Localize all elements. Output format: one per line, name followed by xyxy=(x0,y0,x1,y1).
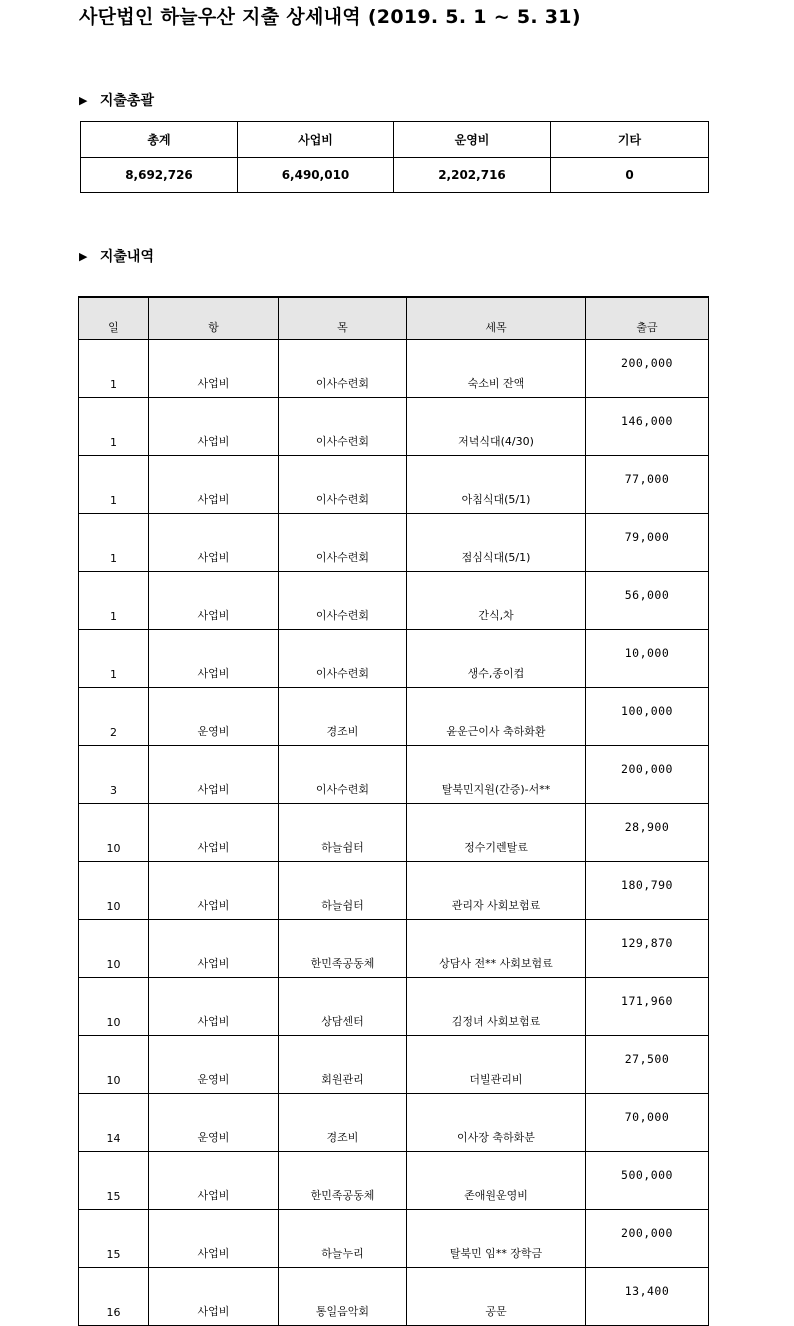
detail-cell-category: 운영비 xyxy=(149,1094,279,1152)
detail-cell-subitem: 상담사 전** 사회보험료 xyxy=(407,920,586,978)
detail-cell-amount: 13,400 xyxy=(586,1268,709,1326)
summary-heading xyxy=(79,90,154,110)
detail-cell-day: 15 xyxy=(79,1210,149,1268)
detail-cell-day: 10 xyxy=(79,804,149,862)
detail-cell-category: 사업비 xyxy=(149,1210,279,1268)
detail-cell-amount: 79,000 xyxy=(586,514,709,572)
detail-cell-day: 10 xyxy=(79,862,149,920)
detail-cell-day: 16 xyxy=(79,1268,149,1326)
detail-cell-item: 이사수련회 xyxy=(279,572,407,630)
detail-cell-subitem: 김정녀 사회보험료 xyxy=(407,978,586,1036)
detail-cell-day: 1 xyxy=(79,630,149,688)
detail-cell-amount: 56,000 xyxy=(586,572,709,630)
detail-cell-item: 상담센터 xyxy=(279,978,407,1036)
detail-cell-day: 3 xyxy=(79,746,149,804)
detail-cell-amount: 10,000 xyxy=(586,630,709,688)
detail-cell-day: 1 xyxy=(79,514,149,572)
detail-cell-day: 1 xyxy=(79,398,149,456)
table-row xyxy=(79,514,709,572)
table-row xyxy=(79,804,709,862)
summary-value-total: 8,692,726 xyxy=(81,158,238,193)
detail-cell-day: 15 xyxy=(79,1152,149,1210)
detail-cell-subitem: 이사장 축하화분 xyxy=(407,1094,586,1152)
detail-cell-category: 사업비 xyxy=(149,398,279,456)
table-row xyxy=(79,978,709,1036)
detail-cell-day: 1 xyxy=(79,456,149,514)
detail-header-amount: 출금 xyxy=(586,297,709,340)
detail-cell-category: 사업비 xyxy=(149,920,279,978)
detail-cell-category: 사업비 xyxy=(149,572,279,630)
detail-table-body xyxy=(79,340,709,1326)
table-row xyxy=(79,1210,709,1268)
table-row xyxy=(79,1268,709,1326)
detail-cell-amount: 200,000 xyxy=(586,1210,709,1268)
detail-cell-day: 14 xyxy=(79,1094,149,1152)
detail-cell-item: 한민족공동체 xyxy=(279,920,407,978)
summary-header-business: 사업비 xyxy=(238,122,394,158)
detail-header-day: 일 xyxy=(79,297,149,340)
detail-cell-category: 사업비 xyxy=(149,340,279,398)
summary-value-business: 6,490,010 xyxy=(238,158,394,193)
detail-cell-subitem: 윤운근이사 축하화환 xyxy=(407,688,586,746)
table-row xyxy=(79,630,709,688)
triangle-bullet-icon: ▶ xyxy=(79,94,88,107)
summary-table xyxy=(80,121,709,193)
detail-cell-item: 이사수련회 xyxy=(279,514,407,572)
table-row xyxy=(79,456,709,514)
detail-cell-category: 사업비 xyxy=(149,804,279,862)
detail-cell-item: 회원관리 xyxy=(279,1036,407,1094)
detail-cell-amount: 77,000 xyxy=(586,456,709,514)
detail-cell-item: 하늘쉼터 xyxy=(279,804,407,862)
summary-value-operating: 2,202,716 xyxy=(394,158,551,193)
detail-cell-category: 사업비 xyxy=(149,456,279,514)
detail-cell-category: 운영비 xyxy=(149,688,279,746)
detail-cell-day: 10 xyxy=(79,920,149,978)
detail-cell-amount: 200,000 xyxy=(586,340,709,398)
triangle-bullet-icon: ▶ xyxy=(79,250,88,263)
detail-cell-amount: 129,870 xyxy=(586,920,709,978)
detail-header-subitem: 세목 xyxy=(407,297,586,340)
summary-value-other: 0 xyxy=(551,158,709,193)
detail-cell-item: 하늘누리 xyxy=(279,1210,407,1268)
detail-cell-item: 하늘쉼터 xyxy=(279,862,407,920)
detail-table xyxy=(78,296,709,1326)
detail-cell-amount: 200,000 xyxy=(586,746,709,804)
detail-cell-subitem: 저녁식대(4/30) xyxy=(407,398,586,456)
detail-cell-amount: 100,000 xyxy=(586,688,709,746)
detail-cell-item: 이사수련회 xyxy=(279,456,407,514)
detail-cell-item: 이사수련회 xyxy=(279,398,407,456)
table-row xyxy=(79,920,709,978)
detail-cell-category: 사업비 xyxy=(149,630,279,688)
detail-cell-category: 사업비 xyxy=(149,862,279,920)
detail-cell-amount: 500,000 xyxy=(586,1152,709,1210)
detail-cell-item: 이사수련회 xyxy=(279,630,407,688)
detail-cell-amount: 27,500 xyxy=(586,1036,709,1094)
detail-cell-item: 경조비 xyxy=(279,688,407,746)
detail-cell-subitem: 생수,종이컵 xyxy=(407,630,586,688)
summary-value-row xyxy=(81,158,709,193)
table-row xyxy=(79,572,709,630)
detail-header-category: 항 xyxy=(149,297,279,340)
detail-cell-item: 경조비 xyxy=(279,1094,407,1152)
detail-cell-subitem: 관리자 사회보험료 xyxy=(407,862,586,920)
detail-cell-amount: 70,000 xyxy=(586,1094,709,1152)
detail-cell-day: 1 xyxy=(79,572,149,630)
table-row xyxy=(79,1036,709,1094)
table-row xyxy=(79,340,709,398)
detail-cell-subitem: 존애원운영비 xyxy=(407,1152,586,1210)
table-row xyxy=(79,398,709,456)
table-row xyxy=(79,862,709,920)
detail-cell-amount: 146,000 xyxy=(586,398,709,456)
detail-cell-day: 2 xyxy=(79,688,149,746)
detail-cell-category: 사업비 xyxy=(149,514,279,572)
summary-header-total: 총계 xyxy=(81,122,238,158)
detail-cell-subitem: 숙소비 잔액 xyxy=(407,340,586,398)
table-row xyxy=(79,688,709,746)
detail-header-row xyxy=(79,297,709,340)
detail-cell-subitem: 간식,차 xyxy=(407,572,586,630)
detail-cell-day: 1 xyxy=(79,340,149,398)
table-row xyxy=(79,1152,709,1210)
detail-cell-subitem: 탈북민지원(간증)-서** xyxy=(407,746,586,804)
detail-cell-subitem: 탈북민 임** 장학금 xyxy=(407,1210,586,1268)
detail-heading xyxy=(79,246,154,266)
detail-cell-item: 통일음악회 xyxy=(279,1268,407,1326)
page-title: 사단법인 하늘우산 지출 상세내역 (2019. 5. 1 ~ 5. 31) xyxy=(79,6,581,28)
detail-cell-item: 이사수련회 xyxy=(279,746,407,804)
detail-cell-subitem: 정수기렌탈료 xyxy=(407,804,586,862)
summary-header-operating: 운영비 xyxy=(394,122,551,158)
table-row xyxy=(79,746,709,804)
detail-cell-amount: 171,960 xyxy=(586,978,709,1036)
detail-cell-day: 10 xyxy=(79,1036,149,1094)
detail-cell-subitem: 아침식대(5/1) xyxy=(407,456,586,514)
detail-cell-category: 운영비 xyxy=(149,1036,279,1094)
detail-cell-item: 한민족공동체 xyxy=(279,1152,407,1210)
summary-heading-label: 지출총괄 xyxy=(99,93,154,109)
detail-cell-subitem: 공문 xyxy=(407,1268,586,1326)
detail-cell-subitem: 점심식대(5/1) xyxy=(407,514,586,572)
detail-cell-item: 이사수련회 xyxy=(279,340,407,398)
detail-cell-day: 10 xyxy=(79,978,149,1036)
detail-cell-amount: 28,900 xyxy=(586,804,709,862)
detail-cell-category: 사업비 xyxy=(149,1268,279,1326)
detail-header-item: 목 xyxy=(279,297,407,340)
detail-cell-category: 사업비 xyxy=(149,1152,279,1210)
detail-cell-category: 사업비 xyxy=(149,978,279,1036)
detail-cell-subitem: 더빌관리비 xyxy=(407,1036,586,1094)
summary-header-other: 기타 xyxy=(551,122,709,158)
detail-cell-category: 사업비 xyxy=(149,746,279,804)
detail-heading-label: 지출내역 xyxy=(99,249,154,265)
detail-cell-amount: 180,790 xyxy=(586,862,709,920)
summary-header-row xyxy=(81,122,709,158)
